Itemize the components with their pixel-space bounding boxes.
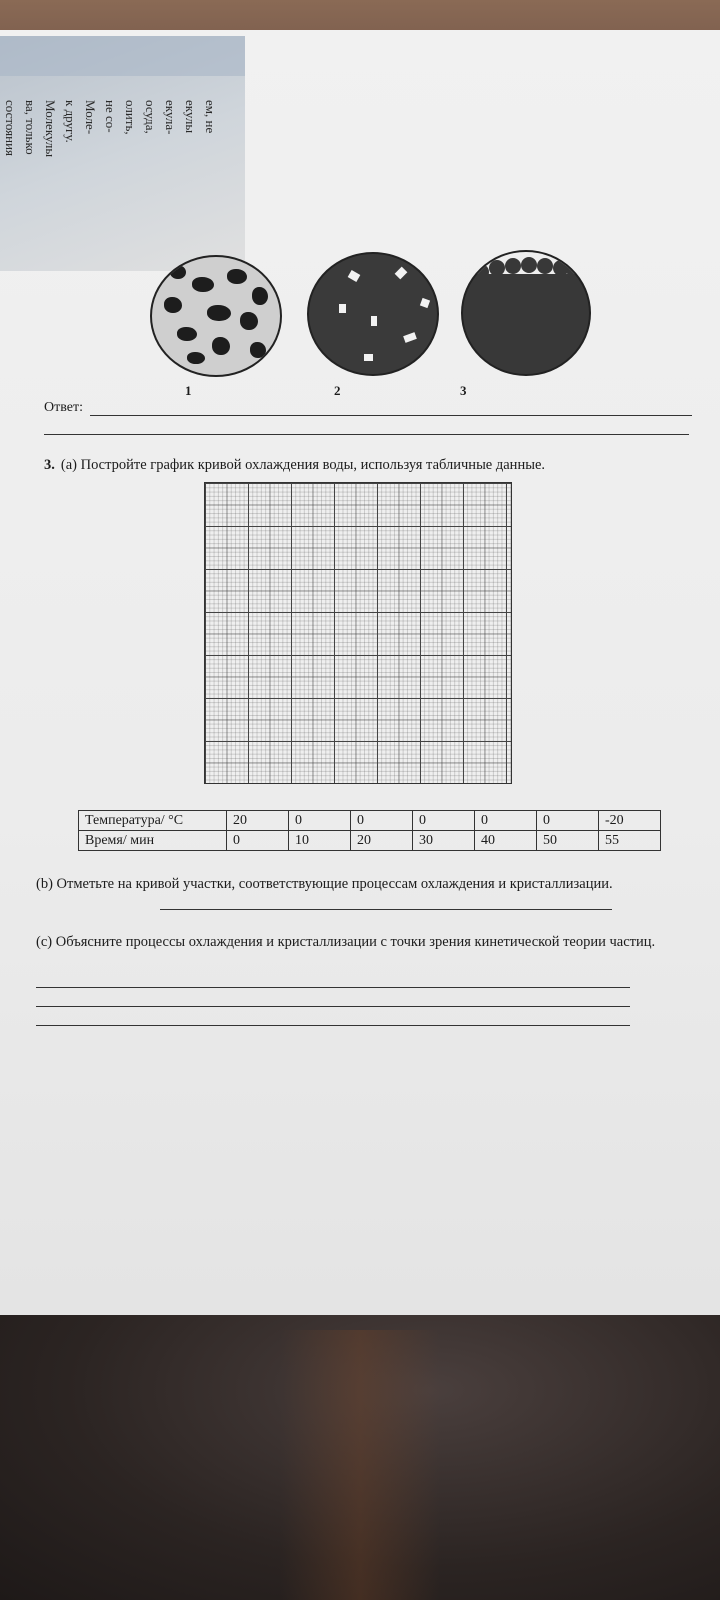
void xyxy=(339,304,346,313)
table-cell: 50 xyxy=(537,831,599,851)
side-text-line: осуда, xyxy=(143,100,158,134)
table-cell: 30 xyxy=(413,831,475,851)
particles-figure-2 xyxy=(307,252,439,376)
particle xyxy=(489,260,505,276)
figure-label-2: 2 xyxy=(334,383,341,398)
question-3-part-a xyxy=(44,457,545,474)
particle xyxy=(177,327,197,341)
cooling-data-table xyxy=(78,810,661,851)
table-cell: 0 xyxy=(413,811,475,831)
answer-line[interactable] xyxy=(90,415,692,416)
table-row-time xyxy=(79,831,661,851)
particle xyxy=(207,305,231,321)
page-edge-stripe xyxy=(0,36,245,76)
void xyxy=(403,332,417,343)
figure-label-3: 3 xyxy=(460,383,467,398)
particle xyxy=(505,258,521,274)
side-text-line: не со- xyxy=(103,100,118,133)
particle xyxy=(170,265,186,279)
particle xyxy=(567,264,583,280)
void xyxy=(395,267,408,280)
particle xyxy=(240,312,258,330)
void xyxy=(348,270,361,282)
side-text-line: состояния xyxy=(3,100,18,156)
particle xyxy=(192,277,214,292)
table-cell: 0 xyxy=(227,831,289,851)
side-text-line: ем, не xyxy=(203,100,218,134)
graph-paper[interactable] xyxy=(204,482,512,784)
table-row-temperature xyxy=(79,811,661,831)
question-number: 3. xyxy=(44,457,55,473)
particle xyxy=(473,264,489,280)
fabric-fold xyxy=(280,1330,440,1600)
table-cell: 0 xyxy=(289,811,351,831)
particle xyxy=(537,258,553,274)
answer-line[interactable] xyxy=(36,1006,630,1007)
question-3-part-c: (с) Объясните процессы охлаждения и кристаллизации с точки зрения кинетической теории частиц. xyxy=(36,934,656,950)
answer-line[interactable] xyxy=(36,1025,630,1026)
question-3-part-b: (b) Отметьте на кривой участки, соответствующие процессам охлаждения и кристаллизации. xyxy=(36,876,613,892)
side-text-line: екула- xyxy=(163,100,178,135)
table-cell: 55 xyxy=(599,831,661,851)
row-header: Время/ мин xyxy=(79,831,227,851)
table-cell: 0 xyxy=(351,811,413,831)
particle xyxy=(187,352,205,364)
side-text-line: ва, только xyxy=(23,100,38,155)
side-text-line: к другу. xyxy=(63,100,78,143)
figure-label-1: 1 xyxy=(185,383,192,398)
side-text-line: екулы xyxy=(183,100,198,134)
void xyxy=(420,298,430,308)
answer-line[interactable] xyxy=(160,909,612,910)
answer-line[interactable] xyxy=(44,434,689,435)
table-cell: 20 xyxy=(351,831,413,851)
particle xyxy=(227,269,247,284)
void xyxy=(364,354,373,361)
particle xyxy=(164,297,182,313)
table-cell: -20 xyxy=(599,811,661,831)
table-cell: 20 xyxy=(227,811,289,831)
table-cell: 10 xyxy=(289,831,351,851)
answer-label: Ответ: xyxy=(44,400,83,415)
side-text-line: Моле- xyxy=(83,100,98,135)
particle xyxy=(212,337,230,355)
particles-figure-3 xyxy=(461,250,591,376)
answer-line[interactable] xyxy=(36,987,630,988)
table-cell: 40 xyxy=(475,831,537,851)
question-text: (а) Постройте график кривой охлаждения воды, используя табличные данные. xyxy=(60,457,546,473)
side-text-line: Молекулы xyxy=(43,100,58,158)
void xyxy=(371,316,377,326)
particles-figure-1 xyxy=(150,255,282,377)
side-text-line: олить, xyxy=(123,100,138,135)
particle xyxy=(250,342,266,358)
particle xyxy=(521,257,537,273)
table-cell: 0 xyxy=(475,811,537,831)
table-cell: 0 xyxy=(537,811,599,831)
particle xyxy=(252,287,268,305)
row-header: Температура/ °С xyxy=(79,811,227,831)
